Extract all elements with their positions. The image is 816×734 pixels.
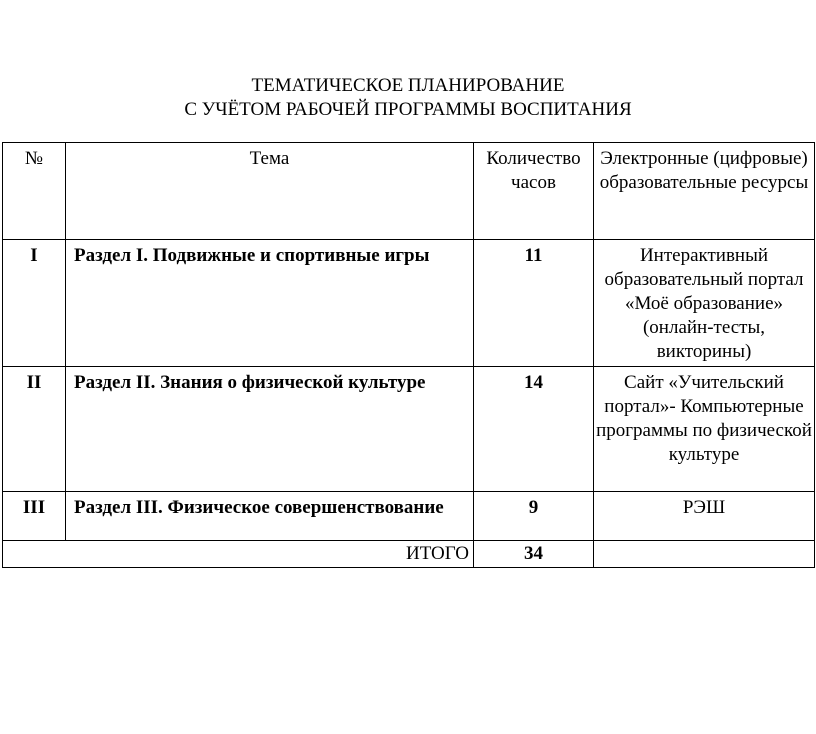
table-row — [3, 240, 815, 367]
row-hours: 14 — [474, 367, 594, 492]
header-topic: Тема — [66, 143, 474, 240]
title-line-1: ТЕМАТИЧЕСКОЕ ПЛАНИРОВАНИЕ — [251, 75, 565, 96]
row-resources: Интерактивный образовательный портал «Моё образование» (онлайн-тесты, викторины) — [594, 240, 815, 367]
table-row — [3, 367, 815, 492]
row-topic: Раздел I. Подвижные и спортивные игры — [66, 240, 474, 367]
table-header-row — [3, 143, 815, 240]
total-empty-cell — [594, 541, 815, 568]
header-num: № — [3, 143, 66, 240]
row-hours: 9 — [474, 492, 594, 541]
thematic-plan-table — [2, 142, 815, 568]
total-label: ИТОГО — [3, 541, 474, 568]
row-topic: Раздел III. Физическое совершенствование — [66, 492, 474, 541]
document-title — [0, 74, 816, 122]
total-row — [3, 541, 815, 568]
row-resources: Сайт «Учительский портал»- Компьютерные программы по физической культуре — [594, 367, 815, 492]
total-hours: 34 — [474, 541, 594, 568]
title-line-2: С УЧЁТОМ РАБОЧЕЙ ПРОГРАММЫ ВОСПИТАНИЯ — [184, 99, 632, 120]
row-num: II — [3, 367, 66, 492]
header-resources: Электронные (цифровые) образовательные ресурсы — [594, 143, 815, 240]
row-num: I — [3, 240, 66, 367]
row-num: III — [3, 492, 66, 541]
header-hours: Количество часов — [474, 143, 594, 240]
row-topic: Раздел II. Знания о физической культуре — [66, 367, 474, 492]
table-row — [3, 492, 815, 541]
row-hours: 11 — [474, 240, 594, 367]
row-resources: РЭШ — [594, 492, 815, 541]
